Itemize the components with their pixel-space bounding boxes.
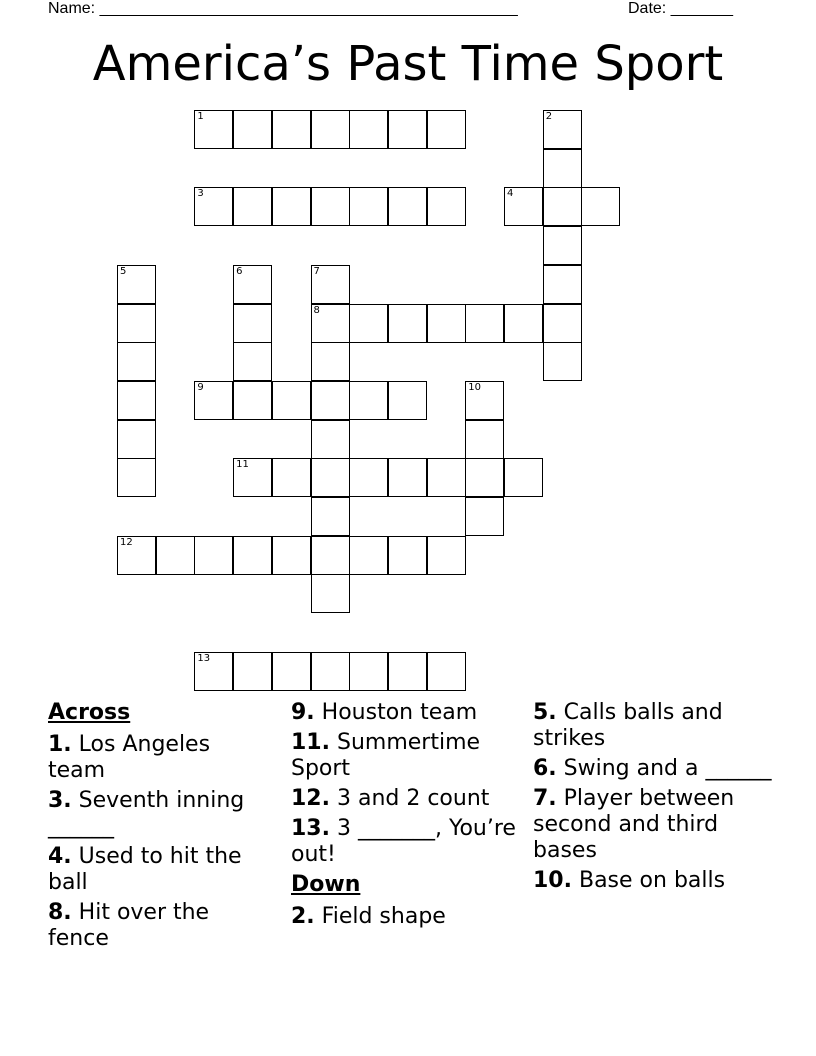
grid-cell[interactable] [117, 342, 156, 381]
grid-cell[interactable] [388, 381, 427, 420]
grid-cell[interactable] [272, 458, 311, 497]
grid-cell[interactable] [311, 342, 350, 381]
grid-cell[interactable] [388, 110, 427, 149]
clue [291, 816, 521, 868]
grid-cell[interactable] [349, 458, 388, 497]
grid-cell[interactable] [504, 187, 543, 226]
grid-cell[interactable] [194, 652, 233, 691]
grid-cell[interactable] [311, 420, 350, 459]
clue [291, 730, 521, 782]
clue-number: 2. [291, 904, 315, 929]
grid-cell[interactable] [388, 304, 427, 343]
grid-cell[interactable] [272, 536, 311, 575]
grid-cell[interactable] [349, 304, 388, 343]
clue-text: Seventh inning ______ [48, 788, 245, 839]
grid-cell[interactable] [465, 497, 504, 536]
grid-cell[interactable] [543, 149, 582, 188]
clue-number: 4. [48, 844, 72, 869]
across-heading: Across [48, 700, 131, 725]
clues-column-2 [291, 700, 521, 934]
grid-cell[interactable] [233, 304, 272, 343]
grid-cell[interactable] [465, 304, 504, 343]
clue-number: 3 [197, 188, 204, 200]
grid-cell[interactable] [272, 110, 311, 149]
clues-column-1 [48, 700, 268, 956]
grid-cell[interactable] [349, 187, 388, 226]
clue-number: 1. [48, 732, 72, 757]
grid-cell[interactable] [311, 458, 350, 497]
grid-cell[interactable] [427, 536, 466, 575]
clues-column-3 [533, 700, 773, 898]
clue [533, 700, 773, 752]
clue-text: Los Angeles team [48, 732, 211, 783]
clue-number: 7. [533, 786, 557, 811]
clue-text: Swing and a ______ [556, 756, 772, 781]
grid-cell[interactable] [233, 342, 272, 381]
grid-cell[interactable] [504, 304, 543, 343]
clue [533, 868, 773, 894]
clue-number: 11. [291, 730, 330, 755]
clue [48, 900, 268, 952]
grid-cell[interactable] [233, 187, 272, 226]
clue-number: 10. [533, 868, 572, 893]
clue-number: 3. [48, 788, 72, 813]
grid-cell[interactable] [233, 265, 272, 304]
grid-cell[interactable] [349, 536, 388, 575]
grid-cell[interactable] [427, 652, 466, 691]
clue [533, 786, 773, 864]
clue-text: Calls balls and strikes [533, 700, 723, 751]
clue-number: 8. [48, 900, 72, 925]
grid-cell[interactable] [543, 304, 582, 343]
page-title: America’s Past Time Sport [92, 36, 724, 92]
grid-cell[interactable] [311, 187, 350, 226]
grid-cell[interactable] [194, 536, 233, 575]
grid-cell[interactable] [349, 652, 388, 691]
clue-number: 12. [291, 786, 330, 811]
grid-cell[interactable] [272, 187, 311, 226]
grid-cell[interactable] [233, 536, 272, 575]
grid-cell[interactable] [388, 458, 427, 497]
clue-number: 4 [507, 188, 514, 200]
grid-cell[interactable] [427, 187, 466, 226]
grid-cell[interactable] [543, 226, 582, 265]
clue-number: 8 [313, 304, 320, 316]
grid-cell[interactable] [194, 187, 233, 226]
clue-text: Houston team [314, 700, 478, 725]
clue-number: 5. [533, 700, 557, 725]
grid-cell[interactable] [388, 536, 427, 575]
clue-text: Field shape [314, 904, 446, 929]
grid-cell[interactable] [117, 381, 156, 420]
clue-number: 9 [197, 381, 204, 393]
grid-cell[interactable] [117, 536, 156, 575]
clue-text: Summertime Sport [291, 730, 481, 781]
grid-cell[interactable] [311, 381, 350, 420]
clue-number: 1 [197, 111, 204, 122]
clue-number: 13. [291, 816, 330, 841]
grid-cell[interactable] [194, 110, 233, 149]
grid-cell[interactable] [311, 110, 350, 149]
clue-number: 5 [120, 265, 127, 277]
grid-cell[interactable] [117, 265, 156, 304]
grid-cell[interactable] [311, 497, 350, 536]
grid-cell[interactable] [349, 110, 388, 149]
clue-text: Hit over the fence [48, 900, 210, 951]
grid-cell[interactable] [233, 110, 272, 149]
clue [48, 788, 268, 840]
date-field: Date: _______ [628, 0, 733, 17]
grid-cell[interactable] [427, 304, 466, 343]
grid-cell[interactable] [581, 187, 620, 226]
grid-cell[interactable] [311, 652, 350, 691]
clue [291, 700, 521, 726]
down-heading: Down [291, 872, 361, 897]
clue-number: 13 [197, 652, 211, 664]
grid-cell[interactable] [233, 458, 272, 497]
grid-cell[interactable] [311, 265, 350, 304]
grid-cell[interactable] [465, 458, 504, 497]
grid-cell[interactable] [543, 265, 582, 304]
grid-cell[interactable] [272, 652, 311, 691]
grid-cell[interactable] [156, 536, 195, 575]
grid-cell[interactable] [272, 381, 311, 420]
clue-number: 11 [236, 459, 249, 471]
grid-cell[interactable] [504, 458, 543, 497]
grid-cell[interactable] [117, 304, 156, 343]
clue-number: 6 [236, 265, 243, 277]
grid-cell[interactable] [117, 458, 156, 497]
grid-cell[interactable] [117, 420, 156, 459]
grid-cell[interactable] [427, 458, 466, 497]
grid-cell[interactable] [233, 381, 272, 420]
name-field: Name: _______________________________________________ [48, 0, 518, 17]
clue-text: 3 and 2 count [329, 786, 490, 811]
clue-text: Used to hit the ball [48, 844, 242, 895]
grid-cell[interactable] [388, 187, 427, 226]
clue-number: 7 [313, 265, 320, 277]
clue [291, 904, 521, 930]
grid-cell[interactable] [349, 381, 388, 420]
clue [533, 756, 773, 782]
grid-cell[interactable] [427, 110, 466, 149]
grid-cell[interactable] [543, 110, 582, 149]
clue-number: 2 [545, 111, 553, 122]
clue [48, 732, 268, 784]
grid-cell[interactable] [194, 381, 233, 420]
grid-cell[interactable] [543, 187, 582, 226]
clue-text: 3 _______, You’re out! [291, 816, 516, 867]
clue-number: 10 [468, 381, 482, 393]
grid-cell[interactable] [465, 381, 504, 420]
clue-text: Player between second and third bases [533, 786, 735, 863]
grid-cell[interactable] [465, 420, 504, 459]
grid-cell[interactable] [311, 574, 350, 613]
grid-cell[interactable] [233, 652, 272, 691]
grid-cell[interactable] [311, 536, 350, 575]
clue-text: Base on balls [571, 868, 726, 893]
grid-cell[interactable] [311, 304, 350, 343]
grid-cell[interactable] [543, 342, 582, 381]
clue-number: 12 [120, 536, 133, 548]
clue-number: 9. [291, 700, 315, 725]
grid-cell[interactable] [388, 652, 427, 691]
clue [48, 844, 268, 896]
clue [291, 786, 521, 812]
clue-number: 6. [533, 756, 557, 781]
